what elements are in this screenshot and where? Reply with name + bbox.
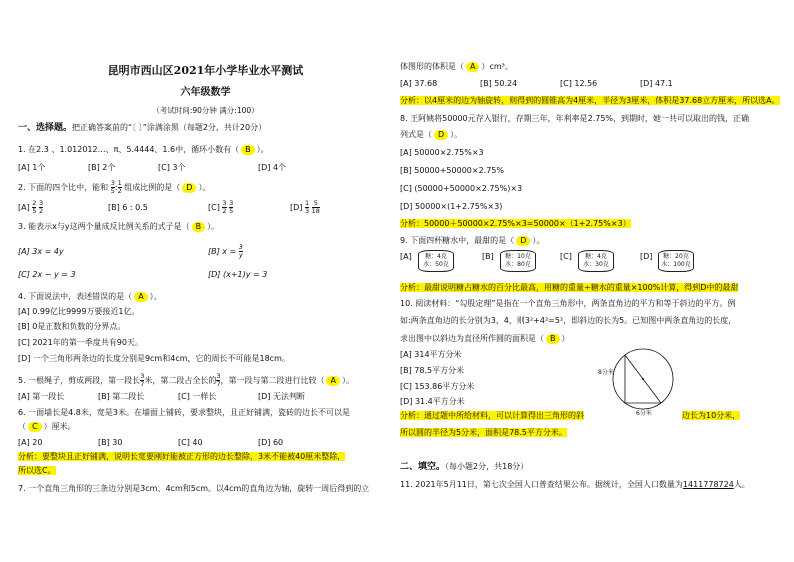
answer-mark: D — [182, 183, 196, 193]
numerator: 1 — [304, 199, 310, 207]
option-d[interactable]: [D] 47.1 — [640, 79, 673, 88]
numerator: 3 — [229, 199, 234, 207]
question-5 — [18, 373, 354, 388]
option-d[interactable]: [D] 无法判断 — [258, 392, 305, 401]
question-text: 2. 下面的四个比中，能和 — [18, 183, 109, 192]
sugar-water-cup-b[interactable] — [500, 250, 536, 272]
denominator: 18 — [311, 207, 320, 215]
option-b[interactable]: [B] 78.5平方分米 — [400, 366, 465, 375]
denominator: 2 — [117, 187, 122, 195]
cup-water: 水：80克 — [505, 261, 531, 268]
page-title: 昆明市西山区2021年小学毕业水平测试 — [107, 64, 304, 77]
question-text: 米，第二段占全长的 — [144, 376, 217, 385]
sugar-water-cup-a[interactable] — [418, 250, 454, 272]
denominator: 5 — [229, 207, 234, 215]
question-text: 组成比例的是（ — [124, 183, 181, 192]
fraction — [32, 200, 36, 215]
center-dot — [642, 378, 644, 380]
option-c[interactable]: [C] 3个 — [158, 163, 186, 172]
sugar-water-cup-d[interactable] — [658, 250, 694, 272]
option-a[interactable]: [A] 314平方分米 — [400, 350, 462, 359]
analysis-text: 分析：通过题中所给材料，可以计算得出三角形的斜 — [400, 411, 584, 420]
question-text: ）cm³。 — [481, 62, 513, 71]
page-subtitle: 六年级数学 — [180, 87, 231, 98]
denominator: 7 — [216, 380, 221, 388]
denominator: 5 — [32, 207, 37, 215]
question-text: （ — [18, 422, 26, 431]
numerator: 2 — [32, 199, 37, 207]
option-label: [C] — [208, 203, 220, 212]
numerator: 3 — [222, 199, 227, 207]
question-10-analysis-cont — [400, 428, 567, 438]
option-d[interactable]: [D] (x+1)y = 3 — [208, 270, 268, 279]
cup-sugar: 糖：4克 — [425, 253, 447, 260]
question-6: 6. 一面墙长是4.8米，宽是3米。在墙面上铺砖，要求整块，且正好铺满，瓷砖的边长不可以是 — [18, 408, 350, 417]
answer-mark: B — [546, 334, 560, 344]
option-b[interactable] — [208, 244, 243, 259]
question-3 — [18, 222, 219, 232]
denominator: 3 — [304, 207, 310, 215]
option-c[interactable]: [C] 12.56 — [560, 79, 598, 88]
numerator: 5 — [312, 200, 320, 208]
option-c[interactable]: [C] 40 — [178, 438, 203, 447]
analysis-text: 分析：要整块且正好铺满，说明长宽要刚好能被正方形的边长整除，3米不能被40厘米整除， — [18, 452, 346, 461]
cup-sugar: 糖：20克 — [663, 253, 689, 260]
question-text: ）。 — [149, 292, 162, 301]
option-b[interactable]: [B] 50000+50000×2.75% — [400, 166, 504, 175]
option-d-label[interactable]: [D] — [640, 252, 653, 261]
answer-mark: C — [28, 422, 42, 432]
question-2-options — [18, 200, 320, 215]
cup-sugar: 糖：10克 — [505, 253, 531, 260]
question-text: 列式是（ — [400, 130, 432, 139]
section-2-title: 二、填空。 — [400, 462, 446, 472]
leg-label-bottom: 6分米 — [636, 410, 652, 417]
question-3-options-row1 — [18, 244, 243, 259]
denominator: 2 — [222, 207, 227, 215]
option-a[interactable]: [A] 1个 — [18, 163, 46, 172]
question-10-cont: 如:两条直角边的长分别为3、4，则3²+4²=5²，即斜边的长为5。已知图中两条直角边的长度， — [400, 316, 737, 325]
question-text: ）。 — [256, 145, 269, 154]
option-a[interactable]: [A] 第一段长 — [18, 392, 65, 401]
option-text: [B] x = — [208, 247, 239, 256]
option-a[interactable]: [A] 37.68 — [400, 79, 438, 88]
question-1 — [18, 145, 269, 155]
question-7-options — [400, 79, 673, 89]
question-6-analysis-cont — [18, 466, 56, 476]
answer-mark: A — [134, 292, 147, 302]
answer-mark: B — [241, 145, 255, 155]
option-a[interactable]: [A] 20 — [18, 438, 43, 447]
option-c[interactable]: [C] 2021年的第一季度共有90天。 — [18, 338, 143, 347]
sugar-water-cup-c[interactable] — [578, 250, 614, 272]
question-10-analysis — [400, 411, 584, 421]
leg-label-left: 8分米 — [598, 369, 614, 376]
option-b-label[interactable]: [B] — [482, 252, 494, 261]
fraction — [118, 180, 122, 195]
question-1-options — [18, 163, 286, 173]
question-7-cont — [400, 62, 513, 72]
exam-info: （考试时间:90分钟 满分:100） — [152, 106, 259, 115]
cup-sugar: 糖：4克 — [585, 253, 607, 260]
section-1-heading — [18, 123, 266, 133]
analysis-text: 所以选C。 — [18, 466, 56, 475]
option-a[interactable]: [A] 0.99亿比9999万要接近1亿。 — [18, 307, 140, 316]
ratio-colon: : — [114, 183, 118, 192]
question-text: 5. 一根绳子，剪成两段，第一段长 — [18, 376, 141, 385]
option-d[interactable]: [D] 60 — [258, 438, 284, 447]
option-b[interactable]: [B] 0是正数和负数的分界点。 — [18, 322, 126, 331]
fraction — [229, 200, 233, 215]
option-d[interactable]: [D] 50000×(1+2.75%×3) — [400, 202, 503, 211]
question-11 — [400, 480, 750, 490]
question-text: ）。 — [450, 130, 463, 139]
option-d[interactable]: [D] 一个三角形两条边的长度分别是9cm和4cm，它的周长不可能是18cm。 — [18, 354, 290, 363]
fraction — [312, 200, 320, 215]
question-8-analysis — [400, 219, 631, 229]
question-5-options — [18, 392, 305, 402]
numerator: 3 — [140, 372, 145, 380]
denominator: 7 — [140, 380, 145, 388]
option-label: [A] — [18, 203, 30, 212]
option-d[interactable]: [D] 31.4平方分米 — [400, 397, 465, 406]
option-b[interactable]: [B] 2个 — [88, 163, 116, 172]
fraction — [305, 200, 309, 215]
question-text: 求出图中以斜边为直径所作圆的面积是（ — [400, 334, 544, 343]
option-d[interactable] — [290, 200, 320, 215]
fraction — [222, 200, 226, 215]
numerator: 1 — [117, 179, 122, 187]
question-text: 3. 能表示x与y这两个量成反比例关系的式子是（ — [18, 222, 190, 231]
option-c[interactable]: [C] 2x − y = 3 — [18, 270, 76, 279]
question-8: 8. 王阿姨将50000元存入银行，存期三年，年利率是2.75%，到期时，她一共可以取出的钱，正确 — [400, 114, 750, 123]
question-7-analysis — [400, 96, 780, 106]
question-text: 4. 下面说法中，表述错误的是（ — [18, 292, 133, 301]
option-c[interactable]: [C] (50000+50000×2.75%)×3 — [400, 184, 523, 193]
section-1-title: 一、选择题。 — [18, 123, 73, 133]
answer-mark: D — [434, 130, 448, 140]
question-text: 9. 下面四杯糖水中，最甜的是（ — [400, 236, 515, 245]
answer-mark: B — [192, 222, 206, 232]
question-text: 11. 2021年5月11日，第七次全国人口普查结果公布。据统计，全国人口数量为 — [400, 480, 683, 489]
answer-mark: A — [326, 376, 339, 386]
question-text: ）。 — [341, 376, 354, 385]
question-10-analysis-right — [682, 411, 740, 421]
analysis-text: 边长为10分米， — [682, 411, 741, 420]
numerator: 3 — [38, 199, 44, 207]
numerator: 3 — [110, 179, 115, 187]
question-7: 7. 一个直角三角形的三条边分别是3cm、4cm和5cm。以4cm的直角边为轴，旋转一周后得到的立 — [18, 484, 370, 493]
question-9-analysis — [400, 283, 738, 293]
section-1-instruction: 把正确答案前的“〔 〕”涂满涂黑（每题2分，共计20分） — [72, 123, 267, 132]
answer-mark: A — [466, 62, 479, 72]
analysis-text: 分析：50000＋50000×2.75%×3=50000×（1+2.75%×3） — [400, 219, 631, 228]
option-a-label[interactable]: [A] — [400, 252, 412, 261]
question-6-cont — [18, 422, 76, 432]
option-b[interactable]: [B] 30 — [98, 438, 123, 447]
question-6-analysis — [18, 452, 345, 462]
option-b[interactable]: [B] 6 : 0.5 — [108, 203, 148, 212]
analysis-text: 分析：最甜说明糖占糖水的百分比最高，用糖的重量÷糖水的重量×100%计算，得到D中的最甜 — [400, 283, 739, 292]
question-text: 人。 — [733, 480, 750, 489]
option-a[interactable] — [18, 200, 108, 215]
numerator: 3 — [216, 372, 221, 380]
option-a[interactable]: [A] 3x = 4y — [18, 247, 64, 256]
question-10-cont-2 — [400, 334, 570, 344]
population-number: 1411778724 — [682, 480, 734, 489]
option-a[interactable]: [A] 50000×2.75%×3 — [400, 148, 484, 157]
option-b[interactable]: [B] 第二段长 — [98, 392, 145, 401]
section-2-heading — [400, 462, 528, 472]
cup-water: 水：50克 — [423, 261, 449, 268]
question-10: 10. 阅读材料：“勾股定理”是指在一个直角三角形中，两条直角边的平方和等于斜边的平方。例 — [400, 299, 736, 308]
question-text: ）。 — [207, 222, 220, 231]
question-9-options — [400, 250, 775, 280]
fraction — [39, 200, 43, 215]
question-text: ，第一段与第二段进行比较（ — [220, 376, 325, 385]
denominator: 5 — [110, 187, 115, 195]
question-8-cont — [400, 130, 462, 140]
option-c[interactable] — [208, 200, 290, 215]
analysis-text: 分析：以4厘米的边为轴旋转，则得到的圆锥高为4厘米，半径为3厘米，体积是37.68立方厘米，所以选A。 — [400, 96, 780, 105]
analysis-text: 所以圆的半径为5分米，面积是78.5平方分米。 — [400, 428, 567, 437]
option-c-label[interactable]: [C] — [560, 252, 572, 261]
numerator: 3 — [238, 243, 243, 251]
question-4 — [18, 292, 162, 302]
cup-water: 水：100克 — [661, 261, 691, 268]
question-text: ） — [561, 334, 570, 343]
option-label: [D] — [290, 203, 303, 212]
cup-water: 水：30克 — [583, 261, 609, 268]
denominator: 2 — [38, 207, 44, 215]
option-c[interactable]: [C] 153.86平方分米 — [400, 382, 475, 391]
question-text: 1. 在2.3 、1.012012…、π、5.4444、1.6̇中，循环小数有（ — [18, 145, 240, 154]
section-2-instruction: （每小题2分，共18分） — [445, 462, 529, 471]
question-text: ）。 — [198, 183, 211, 192]
question-2 — [18, 180, 210, 195]
fraction — [239, 244, 243, 259]
question-9 — [400, 236, 544, 246]
denominator: y — [238, 251, 243, 259]
question-text: 体图形的体积是（ — [400, 62, 464, 71]
question-6-options — [18, 438, 283, 448]
option-b[interactable]: [B] 50.24 — [480, 79, 518, 88]
option-c[interactable]: [C] 一样长 — [178, 392, 217, 401]
answer-mark: D — [516, 236, 530, 246]
option-d[interactable]: [D] 4个 — [258, 163, 287, 172]
question-3-options-row2 — [18, 270, 267, 280]
question-text: ）厘米。 — [43, 422, 76, 431]
question-text: ）。 — [532, 236, 545, 245]
